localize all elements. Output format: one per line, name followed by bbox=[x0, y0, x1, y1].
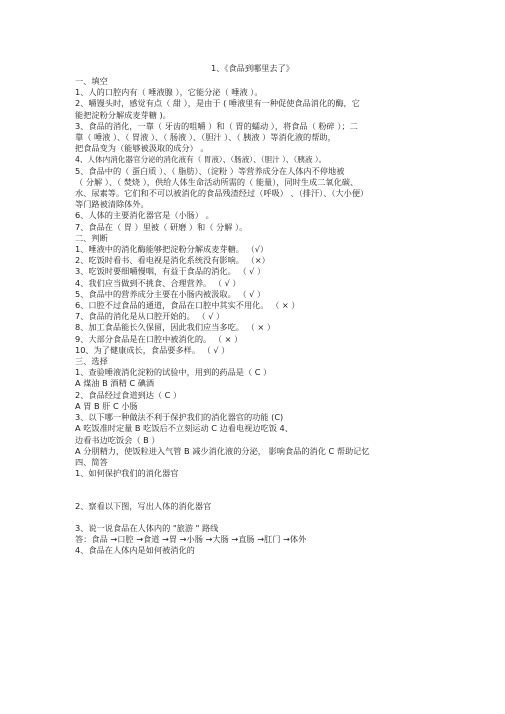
text-line: 2、吃饭时看书、看电视是消化系统没有影响。 （×） bbox=[75, 255, 270, 266]
text-line: A 分朋精力，使饭粒进入气管 B 减少消化液的分泌， 影响食品的消化 C 帮助记忆 bbox=[75, 445, 370, 456]
text-line: 1、查验唾液消化淀粉的试验中，用到的药品是（ C ） bbox=[75, 367, 272, 378]
text-line: 3、吃饭时要细嚼慢咽，有益于食品的消化。 （ √ ） bbox=[75, 266, 266, 277]
text-line: 4、我们应当做到不挑食、合理营养。 （ √ ） bbox=[75, 277, 241, 288]
text-line: 3、说一说食品在人体内的 "旅游 " 路线 bbox=[75, 522, 219, 533]
answer-space bbox=[75, 479, 435, 501]
text-line: 6、口腔不过食品的通道，食品在口腔中其实不用化。 （ × ） bbox=[75, 300, 300, 311]
text-line: 一、填空 bbox=[75, 76, 108, 86]
text-line: 等门路被清除体外。 bbox=[75, 199, 149, 210]
document-body bbox=[75, 76, 435, 556]
text-line: 1、人的口腔内有（ 唾液腺 ），它能分泌（ 唾液 ）。 bbox=[75, 87, 263, 98]
text-line: 四、简答 bbox=[75, 456, 108, 467]
text-line: 能把淀粉分解成麦芽糖 )。 bbox=[75, 109, 171, 120]
text-line: 7、食品在（ 胃 ）里被（ 研磨 ）和（ 分解 ）。 bbox=[75, 221, 248, 232]
text-line: 5、食品中的（ 蛋白质 ）、（ 脂肪）、（淀粉 ）等营养成分在人体内不停地被 bbox=[75, 165, 345, 176]
text-line: 9、大部分食品是在口腔中被消化的。 （ × ） bbox=[75, 333, 243, 344]
answer-space bbox=[75, 513, 435, 523]
text-line: （ 分解 ）、（ 焚烧 ），供给人体生命活动所需的（ 能量），同时生成二氧化碳、 bbox=[75, 176, 359, 187]
text-line: 4、人体内消化器官分泌的消化液有（ 胃液）、（肠液）、（胆汁 ）、（胰液 ）。 bbox=[75, 155, 327, 165]
text-line: 2、嚼馒头时，感觉有点（ 甜 ），是由于 ( 唾液里有一种促使食品消化的酶，它 bbox=[75, 98, 360, 109]
text-line: 3、以下哪一种做法不利于保护我们的消化器官的功能 (C) bbox=[75, 412, 284, 423]
text-line: 三、选择 bbox=[75, 356, 108, 367]
text-line: 3、食品的消化，一靠（ 牙齿的咀嚼 ）和（ 胃的蠕动 ），将食品（ 粉碎 ）；二 bbox=[75, 120, 358, 131]
text-line: 答：食品 →口腔 →食道 →胃 →小肠 →大肠 →直肠 →肛门 →体外 bbox=[75, 533, 307, 544]
text-line: 10、为了健康成长，食品要多样。 （ √ ） bbox=[75, 344, 230, 355]
text-line: 1、唾液中的消化酶能够把淀粉分解成麦芽糖。 （√） bbox=[75, 244, 269, 255]
text-line: 2、食品经过食道到达（ C ） bbox=[75, 389, 182, 400]
text-line: 水、尿素等。它们和不可以被消化的食品残渣经过（呼吸） 、（排汗）、（大小便） bbox=[75, 188, 369, 199]
text-line: 7、食品的消化是从口腔开始的。 （ √ ） bbox=[75, 311, 225, 322]
text-line: 5、食品中的营养成分主要在小肠内被汲取。 （ √ ） bbox=[75, 288, 266, 299]
text-line: 2、察看以下图，写出人体的消化器官 bbox=[75, 501, 212, 512]
text-line: 把食品变为（能够被汲取的成分） 。 bbox=[75, 143, 209, 154]
text-line: 4、食品在人体内是如何被消化的 bbox=[75, 544, 195, 555]
text-line: 靠（ 唾液 ）、（ 胃液 ）、（ 肠液 ）、（胆汁 ）、（ 胰液 ）等消化液的帮助， bbox=[75, 132, 336, 143]
text-line: A 胃 B 肝 C 小肠 bbox=[75, 400, 138, 411]
text-line: 6、人体的主要消化器官是（小肠） 。 bbox=[75, 210, 214, 221]
text-line: 1、如何保护我们的消化器官 bbox=[75, 468, 179, 479]
text-line: 边看书边吃饭会（ B ） bbox=[75, 434, 160, 445]
document-title: 1、《食品到哪里去了》 bbox=[211, 63, 294, 73]
text-line: A 煤油 B 酒精 C 碘酒 bbox=[75, 378, 155, 389]
text-line: 二、判断 bbox=[75, 232, 108, 243]
text-line: 8、加工食品能长久保留，因此我们应当多吃。 （ × ） bbox=[75, 322, 276, 333]
text-line: A 吃饭准时定量 B 吃饭后不立刻运动 C 边看电视边吃饭 4、 bbox=[75, 423, 293, 434]
